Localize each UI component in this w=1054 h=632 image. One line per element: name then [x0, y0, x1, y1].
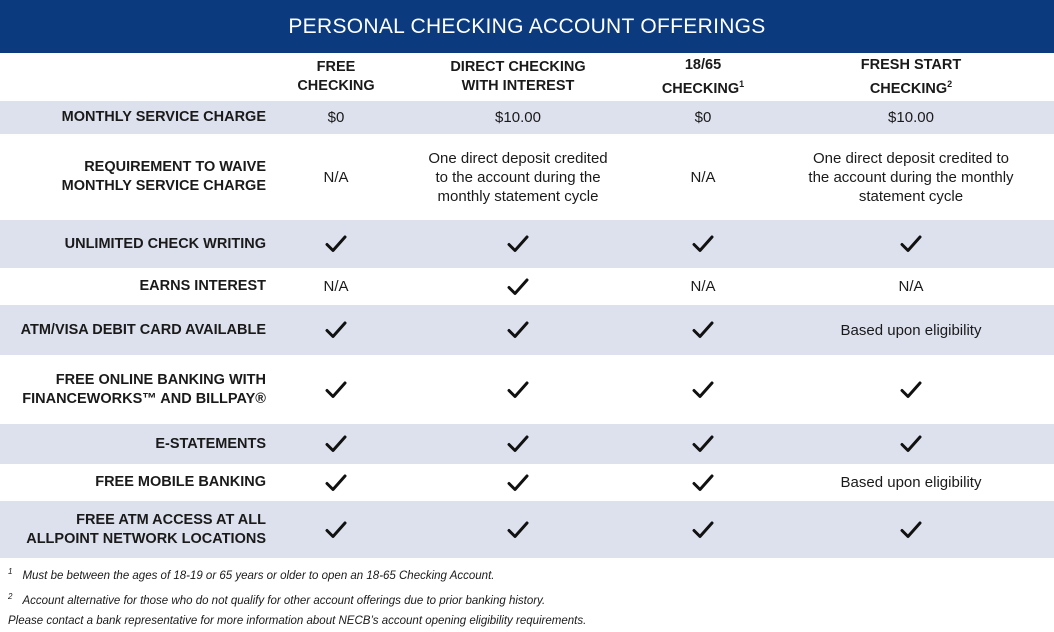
table-cell-check	[400, 305, 636, 355]
checkmark-icon	[325, 520, 347, 540]
cell-text: Based upon eligibility	[840, 321, 982, 339]
footnote	[8, 611, 1048, 632]
column-header	[286, 53, 386, 101]
table-cell-check	[770, 424, 1052, 464]
table-cell-check	[286, 424, 386, 464]
column-header-line1: DIRECT CHECKING	[450, 59, 586, 75]
table-cell-check	[400, 464, 636, 501]
table-cell	[770, 134, 1052, 220]
row-label: E-STATEMENTS	[155, 435, 266, 452]
cell-text: $0	[327, 109, 345, 126]
cell-text: $10.00	[495, 109, 541, 126]
checkmark-icon	[507, 520, 529, 540]
table-cell	[770, 268, 1052, 305]
cell-text: N/A	[690, 278, 716, 295]
table-cell-check	[400, 501, 636, 558]
checkmark-icon	[507, 434, 529, 454]
column-header-line2: CHECKING	[661, 80, 740, 97]
table-row	[0, 134, 1054, 220]
table-cell	[286, 101, 386, 134]
checkmark-icon	[900, 234, 922, 254]
table-cell-check	[400, 355, 636, 424]
column-header-line1: FRESH START	[860, 56, 962, 73]
checkmark-icon	[325, 234, 347, 254]
footnote	[8, 562, 1048, 587]
cell-text: N/A	[323, 168, 349, 186]
table-cell-check	[770, 355, 1052, 424]
table-cell-check	[286, 501, 386, 558]
checkmark-icon	[692, 473, 714, 493]
cell-text: $0	[694, 109, 712, 126]
cell-text: N/A	[690, 168, 716, 186]
table-cell-check	[286, 464, 386, 501]
footnote-text: Must be between the ages of 18-19 or 65 years or older to open an 18-65 Checking Account.	[22, 570, 495, 582]
cell-text: N/A	[323, 278, 349, 295]
row-label: REQUIREMENT TO WAIVE MONTHLY SERVICE CHARGE	[61, 159, 266, 194]
table-cell	[770, 305, 1052, 355]
table-row	[0, 501, 1054, 558]
checkmark-icon	[900, 380, 922, 400]
column-header	[648, 53, 758, 101]
checkmark-icon	[507, 277, 529, 297]
checkmark-icon	[507, 380, 529, 400]
table-row	[0, 355, 1054, 424]
cell-text: One direct deposit credited to the account during the monthly statement cycle	[428, 149, 608, 205]
footnote-marker: 1	[739, 78, 745, 89]
table-cell-check	[648, 220, 758, 268]
table-cell	[770, 464, 1052, 501]
cell-text: Based upon eligibility	[840, 474, 982, 491]
table-cell-check	[648, 464, 758, 501]
table-cell	[648, 268, 758, 305]
checkmark-icon	[325, 473, 347, 493]
column-header-line2: CHECKING	[297, 78, 375, 94]
checkmark-icon	[692, 380, 714, 400]
table-cell	[648, 134, 758, 220]
checkmark-icon	[507, 320, 529, 340]
row-label: ATM/VISA DEBIT CARD AVAILABLE	[20, 321, 266, 338]
footnote-marker: 1	[8, 567, 13, 576]
table-cell-check	[648, 424, 758, 464]
checkmark-icon	[325, 380, 347, 400]
table-header-row	[0, 53, 1054, 101]
table-row	[0, 101, 1054, 134]
checkmark-icon	[507, 473, 529, 493]
table-cell-check	[286, 220, 386, 268]
table-cell	[400, 101, 636, 134]
footnote-text: Account alternative for those who do not qualify for other account offerings due to prior banking history.	[22, 594, 546, 607]
table-row	[0, 464, 1054, 501]
column-header-line1: 18/65	[684, 56, 722, 73]
page-title: PERSONAL CHECKING ACCOUNT OFFERINGS	[0, 0, 1054, 53]
table-cell-check	[770, 220, 1052, 268]
cell-text: N/A	[898, 278, 924, 295]
table-cell-check	[770, 501, 1052, 558]
column-header-line2: CHECKING	[869, 80, 948, 97]
table-row	[0, 424, 1054, 464]
footnote	[8, 587, 1048, 612]
cell-text: One direct deposit credited to the account during the monthly statement cycle	[808, 149, 1014, 205]
table-cell	[770, 101, 1052, 134]
footnote-marker: 2	[8, 591, 13, 601]
table-cell-check	[648, 501, 758, 558]
row-label: MONTHLY SERVICE CHARGE	[61, 109, 266, 125]
checkmark-icon	[692, 520, 714, 540]
row-label: FREE ONLINE BANKING WITH FINANCEWORKS™ AND BILLPAY®	[22, 371, 266, 407]
table-cell-check	[286, 355, 386, 424]
column-header	[770, 53, 1052, 101]
table-cell-check	[648, 355, 758, 424]
column-header-line2: WITH INTEREST	[461, 78, 575, 94]
table-cell-check	[400, 268, 636, 305]
checkmark-icon	[692, 234, 714, 254]
table-cell	[648, 101, 758, 134]
checkmark-icon	[900, 434, 922, 454]
row-label: EARNS INTEREST	[139, 278, 266, 294]
footnote-marker: 2	[947, 78, 953, 89]
row-label: UNLIMITED CHECK WRITING	[64, 235, 266, 252]
table-row	[0, 268, 1054, 305]
table-cell-check	[286, 305, 386, 355]
column-header	[400, 53, 636, 101]
footnote-text: Please contact a bank representative for more information about NECB’s account opening eligibility requirements.	[8, 615, 587, 627]
checkmark-icon	[507, 234, 529, 254]
table-cell-check	[400, 220, 636, 268]
checkmark-icon	[900, 520, 922, 540]
checkmark-icon	[692, 434, 714, 454]
checkmark-icon	[325, 320, 347, 340]
table-cell-check	[648, 305, 758, 355]
table-cell	[286, 134, 386, 220]
checkmark-icon	[325, 434, 347, 454]
table-cell-check	[400, 424, 636, 464]
checkmark-icon	[692, 320, 714, 340]
table-row	[0, 305, 1054, 355]
cell-text: $10.00	[888, 109, 934, 126]
row-label: FREE ATM ACCESS AT ALL ALLPOINT NETWORK LOCATIONS	[26, 511, 266, 547]
row-label: FREE MOBILE BANKING	[95, 474, 266, 490]
footnotes	[8, 562, 1048, 632]
table-cell	[286, 268, 386, 305]
table-row	[0, 220, 1054, 268]
table-cell	[400, 134, 636, 220]
column-header-line1: FREE	[316, 59, 356, 75]
